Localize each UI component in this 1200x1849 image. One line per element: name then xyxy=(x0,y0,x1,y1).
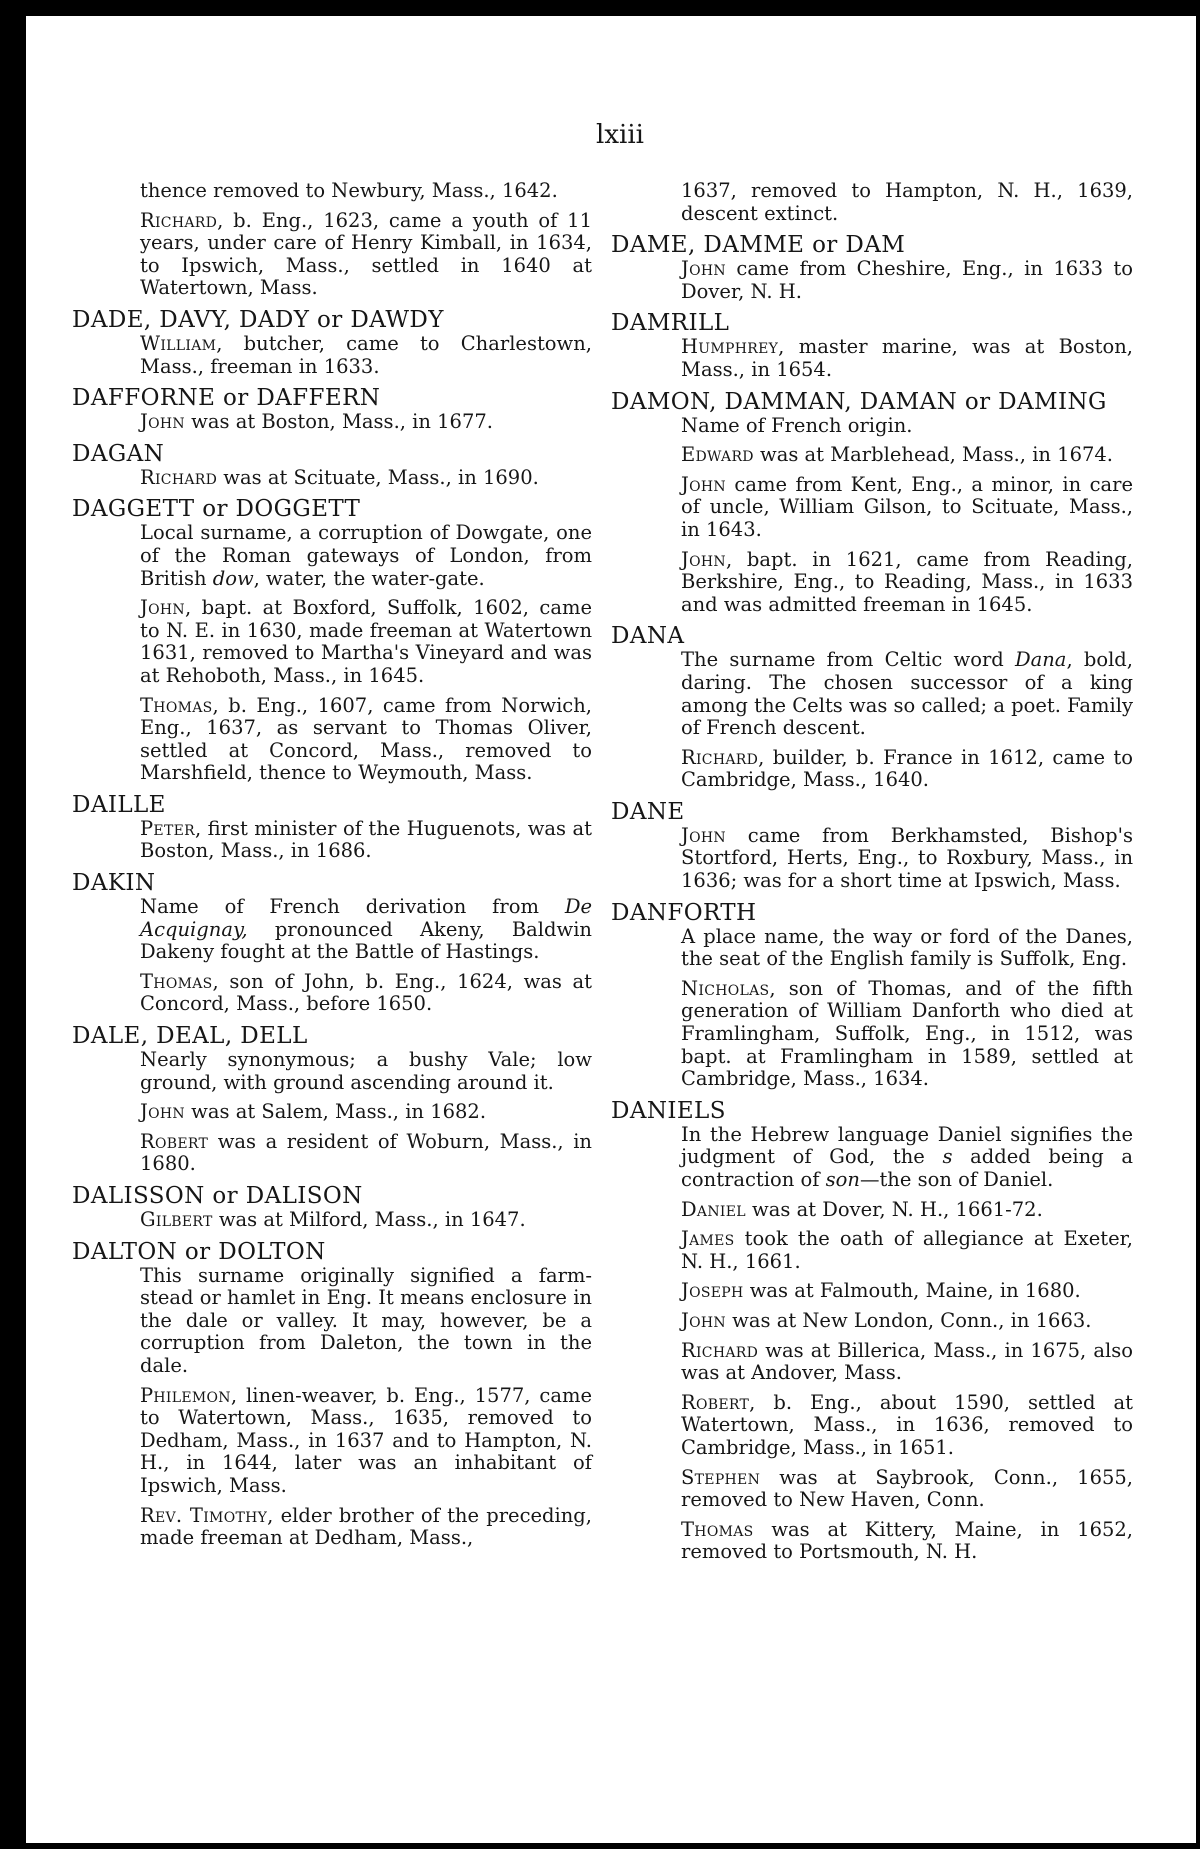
entry-paragraph xyxy=(611,549,1133,617)
entry-text: Nearly synonymous; a bushy Vale; low ground, with ground ascending around it. xyxy=(140,1048,592,1094)
person-name: Stephen xyxy=(681,1465,761,1489)
entry-surname-heading: DAILLE xyxy=(72,791,166,818)
entry-text: Local surname, a corruption of Dowgate, one of the Roman gateways of London, from British xyxy=(140,521,592,590)
entry-paragraph xyxy=(72,971,592,1016)
entry xyxy=(72,1183,592,1232)
entry xyxy=(72,792,592,863)
entry xyxy=(611,900,1133,1091)
entry-paragraph xyxy=(611,747,1133,792)
entry-text: added being a contraction of xyxy=(681,1145,1133,1191)
italic-term: De Acquignay, xyxy=(140,895,592,941)
entry-text: thence removed to Newbury, Mass., 1642. xyxy=(140,179,558,202)
entry-text: , linen-weaver, b. Eng., 1577, came to Watertown, Mass., 1635, removed to Dedham, Mass., in 1637 and to Hampton, N. H., in 1644, later was an inhabitant of Ipswich, Mass. xyxy=(140,1383,592,1497)
italic-term: Dana xyxy=(1014,648,1067,672)
entry-paragraph xyxy=(72,522,592,590)
entry xyxy=(611,232,1133,303)
entry-paragraph xyxy=(611,1519,1133,1564)
entry-paragraph xyxy=(611,1228,1133,1273)
entry-paragraph xyxy=(72,1131,592,1176)
entry-text: was at Milford, Mass., in 1647. xyxy=(212,1208,526,1231)
person-name: John xyxy=(140,410,185,434)
entry-paragraph xyxy=(611,444,1133,467)
entry-paragraph xyxy=(611,415,1133,438)
scan-edge-top xyxy=(0,0,1200,16)
entry-paragraph xyxy=(611,825,1133,893)
entry xyxy=(72,441,592,490)
entry-text: , master marine, was at Boston, Mass., in 1654. xyxy=(681,335,1133,381)
entry-text: was a resident of Woburn, Mass., in 1680. xyxy=(140,1129,592,1176)
entry-text: came from Cheshire, Eng., in 1633 to Dover, N. H. xyxy=(681,257,1133,303)
entry-text: This surname originally signified a farm-stead or hamlet in Eng. It means enclosure in the dale or valley. It may, however, be a corruption from Daleton, the town in the dale. xyxy=(140,1263,592,1377)
entry-paragraph xyxy=(72,695,592,785)
entry-text: , son of John, b. Eng., 1624, was at Concord, Mass., before 1650. xyxy=(140,969,592,1016)
scan-edge-bottom xyxy=(0,1843,1200,1849)
entry-text: , bold, daring. The chosen successor of a king among the Celts was so called; a poet. Family of French descent. xyxy=(681,648,1133,740)
entry-paragraph xyxy=(72,597,592,687)
person-name: James xyxy=(681,1227,735,1251)
entry-surname-heading: DAFFORNE or DAFFERN xyxy=(72,385,381,412)
entry-text: Name of French origin. xyxy=(681,413,913,437)
entry-paragraph xyxy=(72,896,592,964)
entry-text: , bapt. in 1621, came from Reading, Berkshire, Eng., to Reading, Mass., in 1633 and was admitted freeman in 1645. xyxy=(681,547,1133,616)
person-name: Gilbert xyxy=(140,1208,213,1231)
entry-paragraph xyxy=(611,1199,1133,1222)
entry-text: pronounced Akeny, Baldwin Dakeny fought at the Battle of Hastings. xyxy=(140,917,592,964)
person-name: Daniel xyxy=(681,1197,746,1221)
entry-paragraph xyxy=(72,818,592,863)
entry-text: , water, the water-gate. xyxy=(253,566,485,590)
entry-paragraph xyxy=(72,1505,592,1550)
entry-paragraph xyxy=(611,474,1133,542)
entry xyxy=(72,1023,592,1176)
entry-text: was at Kittery, Maine, in 1652, removed to Portsmouth, N. H. xyxy=(681,1517,1133,1564)
left-column xyxy=(72,180,592,1557)
entry-text: was at Salem, Mass., in 1682. xyxy=(184,1100,487,1124)
entry-surname-heading: DANFORTH xyxy=(611,899,757,926)
entry-text: , bapt. at Boxford, Suffolk, 1602, came to N. E. in 1630, made freeman at Watertown 1631, removed to Martha's Vineyard and was at Rehoboth, Mass., in 1645. xyxy=(140,596,592,687)
person-name: Thomas xyxy=(140,693,213,717)
entry-text: , son of Thomas, and of the fifth generation of William Danforth who died at Framlingham, Suffolk, Eng., in 1512, was bapt. at Framlingham in 1589, settled at Cambridge, Mass., 1634. xyxy=(681,976,1133,1091)
entry-paragraph xyxy=(611,258,1133,303)
entry-surname-heading: DAGAN xyxy=(72,440,165,467)
entry-paragraph xyxy=(72,1265,592,1378)
entry-paragraph xyxy=(72,467,592,490)
entry xyxy=(611,623,1133,792)
entry xyxy=(72,496,592,785)
entry xyxy=(72,180,592,300)
entry-paragraph xyxy=(72,1101,592,1124)
page-number: lxiii xyxy=(596,120,644,150)
entry-paragraph xyxy=(611,1392,1133,1460)
italic-term: son xyxy=(825,1168,860,1191)
person-name: John xyxy=(681,547,726,571)
entry-text: came from Berkhamsted, Bishop's Stortford, Herts, Eng., to Roxbury, Mass., in 1636; was for a short time at Ipswich, Mass. xyxy=(681,823,1133,893)
entry-text: was at Scituate, Mass., in 1690. xyxy=(217,465,539,489)
italic-term: dow xyxy=(212,566,254,590)
entry-text: was at Falmouth, Maine, in 1680. xyxy=(743,1279,1081,1303)
entry-text: took the oath of allegiance at Exeter, N. H., 1661. xyxy=(681,1227,1133,1273)
entry-paragraph xyxy=(72,180,592,203)
entry-text: , b. Eng., 1607, came from Norwich, Eng., 1637, as servant to Thomas Oliver, settled at Concord, Mass., removed to Marshfield, thence to Weymouth, Mass. xyxy=(140,693,592,785)
entry-surname-heading: DAGGETT or DOGGETT xyxy=(72,496,361,523)
entry-surname-heading: DAMON, DAMMAN, DAMAN or DAMING xyxy=(611,388,1107,415)
person-name: John xyxy=(140,596,185,620)
entry-surname-heading: DANIELS xyxy=(611,1097,726,1124)
entry-text: , butcher, came to Charlestown, Mass., freeman in 1633. xyxy=(140,331,592,378)
entry-text: Name of French derivation from xyxy=(140,895,565,919)
entry-text: was at New London, Conn., in 1663. xyxy=(725,1308,1092,1332)
entry xyxy=(72,870,592,1016)
entry-paragraph xyxy=(611,1280,1133,1303)
person-name: Joseph xyxy=(681,1279,744,1303)
entry-surname-heading: DALISSON or DALISON xyxy=(72,1183,363,1209)
entry-text: , b. Eng., 1623, came a youth of 11 years, under care of Henry Kimball, in 1634, to Ipswich, Mass., settled in 1640 at Watertown, Mass. xyxy=(140,208,592,300)
entry-surname-heading: DADE, DAVY, DADY or DAWDY xyxy=(72,306,444,333)
scan-edge-left xyxy=(0,0,26,1849)
person-name: Richard xyxy=(140,208,218,232)
entry xyxy=(611,180,1133,225)
entry-text: was at Saybrook, Conn., 1655, removed to New Haven, Conn. xyxy=(681,1465,1133,1512)
entry-text: was at Billerica, Mass., in 1675, also was at Andover, Mass. xyxy=(681,1338,1133,1385)
entry-surname-heading: DANA xyxy=(611,623,685,650)
entry-surname-heading: DAME, DAMME or DAM xyxy=(611,232,906,259)
entry-paragraph xyxy=(72,333,592,378)
person-name: Richard xyxy=(681,745,759,769)
entry xyxy=(611,310,1133,381)
person-name: Edward xyxy=(681,443,754,467)
entry-surname-heading: DAKIN xyxy=(72,870,156,897)
entry-paragraph xyxy=(611,1340,1133,1385)
entry xyxy=(611,799,1133,893)
person-name: William xyxy=(140,331,217,355)
entry-paragraph xyxy=(72,1385,592,1498)
entry-surname-heading: DANE xyxy=(611,798,685,825)
entry-text: The surname from Celtic word xyxy=(681,648,1015,672)
person-name: John xyxy=(140,1100,185,1124)
entry-text: , elder brother of the preceding, made freeman at Dedham, Mass., xyxy=(140,1503,592,1550)
entry-paragraph xyxy=(611,926,1133,971)
entry-paragraph xyxy=(611,649,1133,739)
person-name: Philemon xyxy=(140,1383,231,1407)
person-name: Nicholas xyxy=(681,976,770,1000)
entry-text: , first minister of the Huguenots, was at Boston, Mass., in 1686. xyxy=(140,816,592,863)
person-name: John xyxy=(681,472,726,496)
entry-text: , builder, b. France in 1612, came to Cambridge, Mass., 1640. xyxy=(681,745,1133,792)
person-name: Rev. Timothy xyxy=(140,1503,268,1527)
entry-paragraph xyxy=(611,1124,1133,1192)
entry-text: 1637, removed to Hampton, N. H., 1639, descent extinct. xyxy=(681,179,1133,225)
person-name: Richard xyxy=(140,465,218,489)
entry-surname-heading: DALE, DEAL, DELL xyxy=(72,1023,308,1050)
entry-text: was at Boston, Mass., in 1677. xyxy=(184,410,493,434)
person-name: John xyxy=(681,823,726,847)
person-name: John xyxy=(681,257,726,281)
scan-edge-right xyxy=(1196,0,1200,1849)
entry-text: —the son of Daniel. xyxy=(859,1168,1054,1191)
entry-text: In the Hebrew language Daniel signifies the judgment of God, the xyxy=(681,1122,1133,1169)
person-name: John xyxy=(681,1308,726,1332)
italic-term: s xyxy=(942,1145,953,1169)
entry xyxy=(72,385,592,434)
entry-paragraph xyxy=(72,1049,592,1094)
person-name: Thomas xyxy=(140,969,213,993)
entry-paragraph xyxy=(611,1310,1133,1333)
entry-paragraph xyxy=(611,180,1133,225)
person-name: Thomas xyxy=(681,1517,754,1541)
entry-paragraph xyxy=(72,210,592,300)
person-name: Robert xyxy=(140,1129,209,1153)
entry-paragraph xyxy=(611,336,1133,381)
entry xyxy=(611,1098,1133,1564)
entry-surname-heading: DALTON or DOLTON xyxy=(72,1238,326,1265)
entry-paragraph xyxy=(72,1209,592,1232)
right-column xyxy=(611,180,1133,1571)
entry-text: came from Kent, Eng., a minor, in care of uncle, William Gilson, to Scituate, Mass., in 1643. xyxy=(681,472,1133,541)
person-name: Robert xyxy=(681,1390,750,1414)
entry-text: A place name, the way or ford of the Danes, the seat of the English family is Suffolk, Eng. xyxy=(681,924,1133,971)
entry-text: was at Marblehead, Mass., in 1674. xyxy=(753,443,1114,467)
entry-paragraph xyxy=(72,411,592,434)
entry-paragraph xyxy=(611,978,1133,1091)
entry xyxy=(611,389,1133,617)
entry xyxy=(72,1239,592,1550)
person-name: Richard xyxy=(681,1338,759,1362)
person-name: Peter xyxy=(140,816,195,840)
person-name: Humphrey xyxy=(681,335,779,359)
entry-surname-heading: DAMRILL xyxy=(611,310,730,337)
entry xyxy=(72,307,592,378)
entry-text: was at Dover, N. H., 1661-72. xyxy=(745,1197,1043,1221)
entry-text: , b. Eng., about 1590, settled at Watertown, Mass., in 1636, removed to Cambridge, Mass., in 1651. xyxy=(681,1390,1133,1459)
entry-paragraph xyxy=(611,1467,1133,1512)
